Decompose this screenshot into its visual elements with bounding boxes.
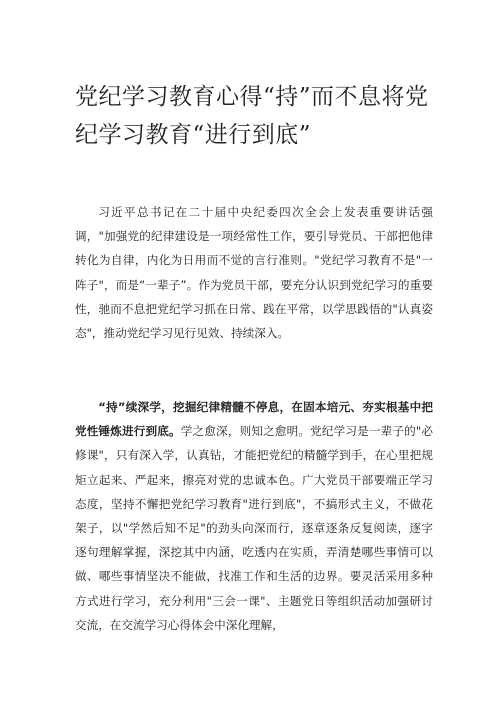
section-1-body: 学之愈深，则知之愈明。党纪学习是一辈子的"必修课"，只有深入学，认真钻，才能把党纪的精髓学到手，在心里把规矩立起来、严起来，擦亮对党的忠诚本色。广大党员干部要端正学习态度，坚持不懈把党纪学习教育"进行到底"，不搞形式主义，不做花架子，以"学然后知不足"的劲头向深而行，逐章逐条反复阅读，逐字逐句理解掌握，深挖其中内涵，吃透内在实质，弄清楚哪些事情可以做、哪些事情坚决不能做，找准工作和生活的边界。要灵活采用多种方式进行学习，充分利用"三会一课"、主题党日等组织活动加强研讨交流，在交流学习心得体会中深化理解， [75, 424, 433, 632]
paragraph-intro: 习近平总书记在二十届中央纪委四次全会上发表重要讲话强调，"加强党的纪律建设是一项经常性工作，要引导党员、干部把他律转化为自律，内化为日用而不觉的言行准则。"党纪学习教育不是"一阵子"，而是“一辈子”。作为党员干部，要充分认识到党纪学习的重要性，驰而不息把党纪学习抓在日常、践在平常，以学思践悟的"认真姿态"，推动党纪学习见行见效、持续深入。 [75, 205, 433, 341]
paragraph-section-1 [75, 395, 433, 637]
document-title: 党纪学习教育心得“持”而不息将党纪学习教育“进行到底” [75, 84, 429, 148]
section-1-lead: “持”续深学，挖掘纪律精髓不停息，在固本培元、夯实根基中把党性锤炼进行到底。 [75, 400, 433, 439]
